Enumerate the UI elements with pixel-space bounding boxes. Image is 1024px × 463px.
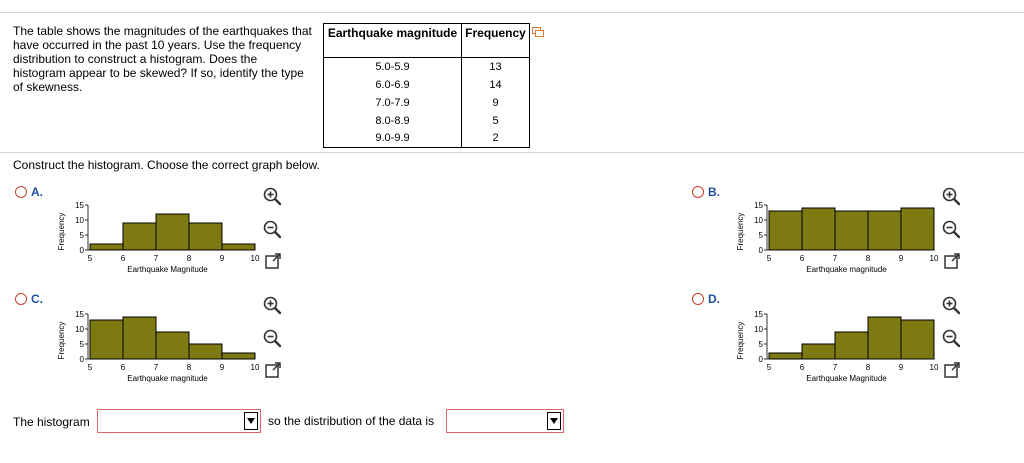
frequency-table — [323, 23, 530, 148]
x-tick-label: 5 — [87, 254, 93, 263]
y-tick-label: 15 — [75, 201, 84, 210]
popout-icon[interactable] — [264, 361, 282, 379]
histogram-c — [50, 309, 280, 389]
option-b-radio[interactable] — [692, 186, 704, 198]
y-tick-label: 15 — [75, 310, 84, 319]
histogram-bar — [156, 332, 189, 359]
top-divider — [0, 12, 1024, 13]
option-d-radio[interactable] — [692, 293, 704, 305]
x-tick-label: 8 — [865, 363, 871, 372]
mid-divider — [0, 152, 1024, 153]
histogram-bar — [769, 353, 802, 359]
popout-icon[interactable] — [943, 361, 963, 381]
histogram-bar — [901, 320, 934, 359]
popout-icon[interactable] — [943, 252, 963, 272]
zoom-in-icon[interactable] — [941, 186, 961, 206]
y-tick-label: 0 — [758, 355, 763, 364]
option-b[interactable] — [692, 185, 720, 199]
x-tick-label: 8 — [186, 363, 192, 372]
histogram-bar — [156, 214, 189, 250]
zoom-out-icon[interactable] — [262, 219, 282, 239]
zoom-in-icon[interactable] — [262, 186, 282, 206]
copy-table-icon[interactable] — [532, 27, 544, 37]
y-tick-label: 5 — [79, 231, 84, 240]
skewness-dropdown[interactable] — [446, 409, 564, 433]
popout-icon[interactable] — [943, 252, 961, 270]
y-axis-label: Frequency — [736, 321, 745, 360]
y-tick-label: 15 — [754, 201, 763, 210]
histogram-bar — [222, 244, 255, 250]
y-axis-label: Frequency — [57, 212, 66, 251]
option-d[interactable] — [692, 292, 720, 306]
y-tick-label: 5 — [758, 340, 763, 349]
histogram-b — [729, 200, 959, 280]
y-tick-label: 10 — [75, 325, 84, 334]
histogram-bar — [802, 208, 835, 250]
histogram-bar — [123, 223, 156, 250]
x-tick-label: 10 — [929, 363, 939, 372]
table-header-frequency: Frequency — [462, 24, 530, 58]
zoom-out-icon[interactable] — [941, 328, 961, 348]
histogram-bar — [189, 223, 222, 250]
answer-middle-text: so the distribution of the data is — [268, 414, 435, 428]
x-axis-label: Earthquake magnitude — [127, 374, 208, 383]
x-tick-label: 7 — [832, 254, 838, 263]
x-tick-label: 9 — [898, 254, 904, 263]
question-text: The table shows the magnitudes of the earthquakes that have occurred in the past 10 years. Use the frequency distribution to construct a histogram. Does the histogram appear to be skewed? If so, identify the type of skewness. — [13, 24, 312, 94]
histogram-d — [729, 309, 959, 389]
y-tick-label: 10 — [754, 216, 763, 225]
chevron-down-icon[interactable] — [244, 412, 258, 430]
y-tick-label: 10 — [75, 216, 84, 225]
x-tick-label: 6 — [799, 254, 805, 263]
x-tick-label: 8 — [186, 254, 192, 263]
y-axis-label: Frequency — [736, 212, 745, 251]
x-tick-label: 7 — [153, 363, 159, 372]
popout-icon[interactable] — [943, 361, 961, 379]
popout-icon[interactable] — [264, 361, 284, 381]
y-tick-label: 5 — [758, 231, 763, 240]
table-header-magnitude: Earthquake magnitude — [324, 24, 462, 58]
instruction-text: Construct the histogram. Choose the correct graph below. — [13, 158, 320, 172]
zoom-in-icon[interactable] — [941, 186, 961, 206]
zoom-in-icon[interactable] — [941, 295, 961, 315]
histogram-dropdown[interactable] — [97, 409, 261, 433]
option-c-label: C. — [31, 292, 43, 306]
option-a-radio[interactable] — [15, 186, 27, 198]
option-c-radio[interactable] — [15, 293, 27, 305]
x-tick-label: 10 — [250, 363, 260, 372]
option-a[interactable] — [15, 185, 43, 199]
table-row: 5.0-5.9 13 — [324, 58, 530, 76]
histogram-bar — [835, 332, 868, 359]
option-b-label: B. — [708, 185, 720, 199]
x-axis-label: Earthquake Magnitude — [806, 374, 887, 383]
zoom-out-icon[interactable] — [941, 219, 961, 239]
x-tick-label: 9 — [898, 363, 904, 372]
y-tick-label: 15 — [754, 310, 763, 319]
y-tick-label: 5 — [79, 340, 84, 349]
histogram-bar — [222, 353, 255, 359]
y-tick-label: 10 — [754, 325, 763, 334]
option-a-label: A. — [31, 185, 43, 199]
x-tick-label: 6 — [120, 363, 126, 372]
option-d-label: D. — [708, 292, 720, 306]
histogram-bar — [189, 344, 222, 359]
popout-icon[interactable] — [264, 252, 282, 270]
zoom-out-icon[interactable] — [262, 328, 282, 348]
zoom-out-icon[interactable] — [941, 219, 961, 239]
popout-icon[interactable] — [264, 252, 284, 272]
y-axis-label: Frequency — [57, 321, 66, 360]
x-tick-label: 10 — [250, 254, 260, 263]
x-tick-label: 8 — [865, 254, 871, 263]
histogram-bar — [123, 317, 156, 359]
x-tick-label: 9 — [219, 363, 225, 372]
histogram-bar — [835, 211, 868, 250]
x-tick-label: 6 — [799, 363, 805, 372]
x-tick-label: 5 — [766, 363, 772, 372]
histogram-bar — [769, 211, 802, 250]
x-tick-label: 9 — [219, 254, 225, 263]
answer-prefix: The histogram — [13, 414, 90, 429]
histogram-bar — [868, 211, 901, 250]
y-tick-label: 0 — [758, 246, 763, 255]
zoom-out-icon[interactable] — [262, 219, 282, 239]
zoom-out-icon[interactable] — [941, 328, 961, 348]
x-tick-label: 5 — [87, 363, 93, 372]
x-tick-label: 5 — [766, 254, 772, 263]
zoom-in-icon[interactable] — [262, 295, 282, 315]
y-tick-label: 0 — [79, 246, 84, 255]
x-tick-label: 6 — [120, 254, 126, 263]
option-c[interactable] — [15, 292, 43, 306]
table-row: 8.0-8.9 5 — [324, 112, 530, 130]
histogram-bar — [90, 320, 123, 359]
x-tick-label: 10 — [929, 254, 939, 263]
zoom-in-icon[interactable] — [262, 186, 282, 206]
zoom-in-icon[interactable] — [941, 295, 961, 315]
zoom-in-icon[interactable] — [262, 295, 282, 315]
x-axis-label: Earthquake magnitude — [806, 265, 887, 274]
table-row: 7.0-7.9 9 — [324, 94, 530, 112]
y-tick-label: 0 — [79, 355, 84, 364]
histogram-bar — [802, 344, 835, 359]
histogram-bar — [868, 317, 901, 359]
histogram-bar — [901, 208, 934, 250]
chevron-down-icon[interactable] — [547, 412, 561, 430]
histogram-bar — [90, 244, 123, 250]
table-row: 6.0-6.9 14 — [324, 76, 530, 94]
histogram-a — [50, 200, 280, 280]
zoom-out-icon[interactable] — [262, 328, 282, 348]
x-tick-label: 7 — [832, 363, 838, 372]
x-tick-label: 7 — [153, 254, 159, 263]
table-row: 9.0-9.9 2 — [324, 130, 530, 148]
x-axis-label: Earthquake Magnitude — [127, 265, 208, 274]
